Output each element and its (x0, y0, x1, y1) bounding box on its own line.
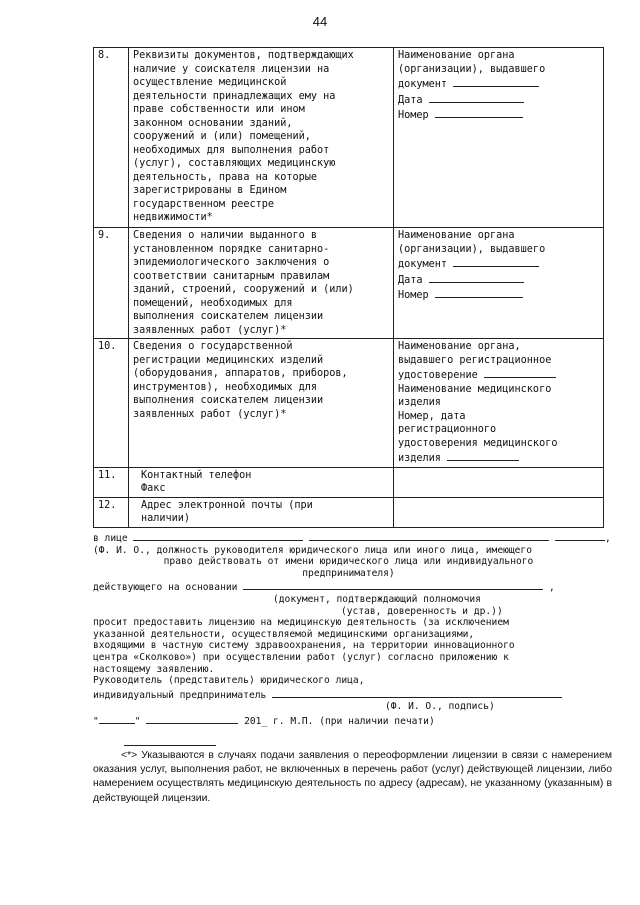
field-label: Номер (398, 107, 599, 123)
row-number: 10. (94, 339, 129, 468)
row-number: 8. (94, 48, 129, 228)
row-fields (394, 497, 604, 527)
field-label: документ (398, 256, 599, 272)
row-description (129, 48, 394, 228)
request-line: входящими в частную систему здравоохранения, на территории инновационного (93, 640, 515, 652)
doc-note-2: (устав, доверенность и др.)) (341, 605, 503, 617)
field-label: Дата (398, 92, 599, 108)
field-label: Наименование медицинского (398, 383, 552, 395)
description-line: установленном порядке санитарно- (133, 243, 330, 255)
footnote-rule (124, 745, 216, 746)
fio-note-3: предпринимателя) (302, 567, 395, 579)
field-label: регистрационного (398, 424, 497, 435)
field-label: Наименование органа (398, 50, 515, 61)
request-line: настоящему заявлению. (93, 663, 215, 675)
row-fields (394, 228, 604, 339)
fill-in-line[interactable] (429, 272, 524, 283)
description-line: Сведения о государственной (133, 341, 293, 352)
description-line: праве собственности или ином (133, 104, 305, 115)
field-label: (организации), выдавшего (398, 63, 546, 75)
sign-note: (Ф. И. О., подпись) (385, 701, 495, 713)
fill-in-line[interactable] (429, 92, 524, 103)
fill-in-line[interactable] (435, 107, 523, 118)
description-line: необходимых для выполнения работ (133, 144, 330, 156)
row-number: 11. (94, 467, 129, 497)
description-line: выполнения соискателем лицензии (133, 395, 324, 406)
field-label: Номер, дата (398, 410, 466, 422)
request-line: указанной деятельности, осуществляемой медицинскими организациями, (93, 628, 475, 640)
field-label: Дата (398, 272, 599, 288)
description-line: выполнения соискателем лицензии (133, 311, 324, 322)
description-line: соответствии санитарным правилам (133, 270, 330, 282)
head-line-2: индивидуальный предприниматель (93, 687, 604, 702)
row-fields (394, 339, 604, 468)
fio-note-2: право действовать от имени юридического лица или индивидуального (163, 556, 534, 568)
description-line: Факс (141, 483, 166, 494)
description-line: заявленных работ (услуг)* (133, 408, 287, 420)
row-description (129, 467, 394, 497)
row-description (129, 497, 394, 527)
row-number: 12. (94, 497, 129, 527)
fill-in-line[interactable] (453, 256, 539, 267)
description-line: зарегистрированы в Едином (133, 185, 287, 196)
row-fields (394, 467, 604, 497)
description-line: (оборудования, аппаратов, приборов, (133, 368, 348, 379)
field-label: изделия (398, 397, 441, 408)
field-label: изделия (398, 450, 599, 466)
field-label: Номер (398, 287, 599, 303)
row-fields (394, 48, 604, 228)
description-line: наличие у соискателя лицензии на (133, 63, 330, 75)
field-label: документ (398, 76, 599, 92)
fill-in-line[interactable] (453, 76, 539, 87)
description-line: инструментов), необходимых для (133, 381, 318, 393)
description-line: деятельность, права на которые (133, 171, 318, 183)
fio-note-1: (Ф. И. О., должность руководителя юридического лица или иного лица, имеющего (93, 544, 532, 556)
description-line: помещений, необходимых для (133, 297, 293, 309)
description-line: регистрации медицинских изделий (133, 354, 324, 366)
fill-in-line[interactable] (435, 287, 523, 298)
fill-in-line[interactable] (447, 450, 519, 461)
description-line: законном основании зданий, (133, 117, 293, 129)
application-table (93, 47, 604, 528)
field-label: Наименование органа, (398, 341, 521, 352)
description-line: (услуг), составляющих медицинскую (133, 158, 336, 169)
doc-note-1: (документ, подтверждающий полномочия (273, 593, 481, 605)
row-description (129, 339, 394, 468)
field-label: Наименование органа (398, 230, 515, 241)
date-line: " " 201_ г. М.П. (при наличии печати) (93, 713, 604, 728)
description-line: эпидемиологического заключения о (133, 257, 330, 268)
table-row (94, 228, 604, 339)
field-label: (организации), выдавшего (398, 243, 546, 255)
description-line: сооружений и (или) помещений, (133, 131, 311, 142)
acting-on-basis-line: действующего на основании , (93, 579, 604, 594)
fill-in-line[interactable] (484, 367, 556, 378)
description-line: Сведения о наличии выданного в (133, 230, 318, 241)
request-line: просит предоставить лицензию на медицинскую деятельность (за исключением (93, 617, 509, 629)
page-number: 44 (312, 14, 328, 29)
row-number: 9. (94, 228, 129, 339)
table-row (94, 48, 604, 228)
description-line: Адрес электронной почты (при (141, 499, 313, 511)
description-line: заявленных работ (услуг)* (133, 324, 287, 336)
description-line: Реквизиты документов, подтверждающих (133, 50, 354, 61)
head-line-1: Руководитель (представитель) юридического лица, (93, 675, 365, 687)
field-label: удостоверения медицинского (398, 437, 558, 449)
description-line: Контактный телефон (141, 469, 252, 481)
table-row (94, 467, 604, 497)
field-label: удостоверение (398, 367, 599, 383)
description-line: зданий, строений, сооружений и (или) (133, 284, 354, 295)
description-line: деятельности принадлежащих ему на (133, 90, 336, 102)
in-person-line: в лице , (93, 530, 604, 545)
description-line: недвижимости* (133, 212, 213, 223)
description-line: государственном реестре (133, 198, 275, 210)
request-line: центра «Сколково») при осуществлении работ (услуг) согласно приложению к (93, 651, 509, 663)
field-label: выдавшего регистрационное (398, 354, 552, 366)
signature-block (93, 530, 611, 728)
footnote: <*> Указываются в случаях подачи заявления о переоформлении лицензии в связи с намерением оказания услуг, выполнения работ, не включенных в перечень работ (услуг) действующей лицензии, либо намерением осуществлять медицинскую деятельность по адресу (адресам), не указанному (указанным) в действующей лицензии. (93, 750, 612, 804)
table-row (94, 339, 604, 468)
description-line: осуществление медицинской (133, 77, 287, 88)
description-line: наличии) (141, 513, 191, 524)
request-text (93, 617, 604, 675)
row-description (129, 228, 394, 339)
table-row (94, 497, 604, 527)
